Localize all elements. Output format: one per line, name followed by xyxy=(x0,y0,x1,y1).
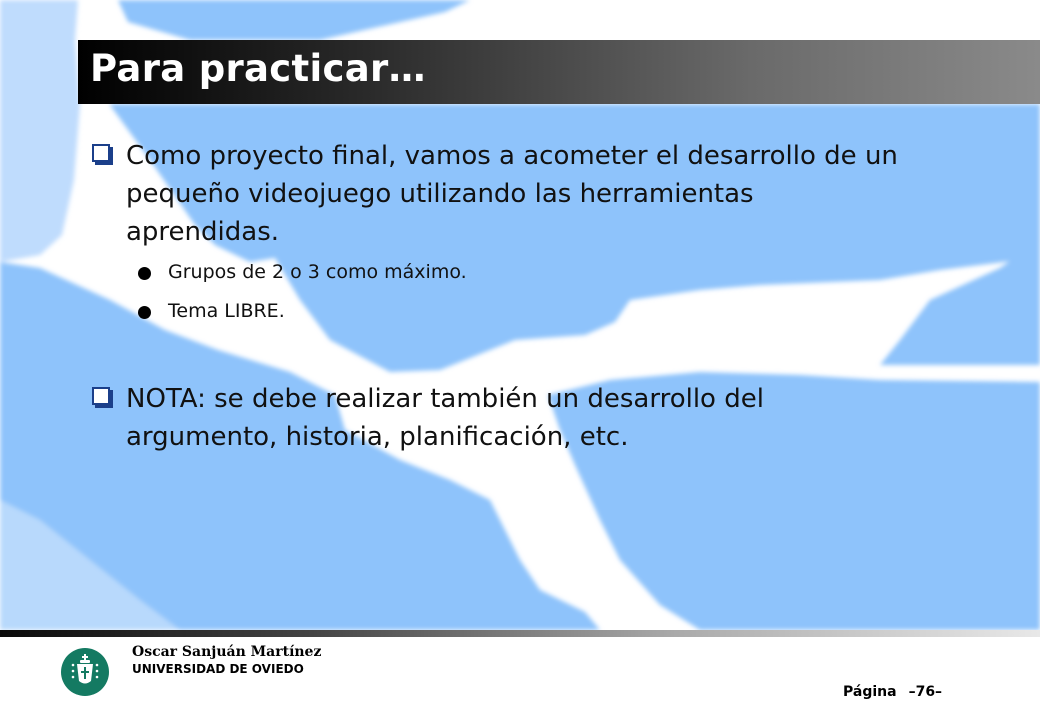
page-number: –76– xyxy=(908,684,943,700)
sub-item-text: Grupos de 2 o 3 como máximo. xyxy=(168,261,467,283)
bg-shape-topleft xyxy=(0,0,80,262)
slide-title: Para practicar… xyxy=(90,47,426,90)
bullet-text: NOTA: se debe realizar también un desarrollo del argumento, historia, planificación, etc. xyxy=(126,384,764,452)
bullet-text: Como proyecto final, vamos a acometer el desarrollo de un pequeño videojuego utilizando las herramientas aprendidas. xyxy=(126,141,898,247)
sub-item-2 xyxy=(138,300,285,322)
page-indicator xyxy=(843,684,942,700)
footer-divider xyxy=(0,630,1040,637)
checkbox-bullet-icon xyxy=(92,387,110,405)
author-name: Oscar Sanjuán Martínez xyxy=(132,644,322,660)
sub-item-1 xyxy=(138,261,467,283)
sub-item-text: Tema LIBRE. xyxy=(168,300,285,322)
dot-bullet-icon xyxy=(138,306,151,319)
checkbox-bullet-icon xyxy=(92,144,110,162)
page-label: Página xyxy=(843,684,897,700)
bullet-item-2 xyxy=(92,380,912,456)
title-bar xyxy=(78,40,1040,104)
university-name: UNIVERSIDAD DE OVIEDO xyxy=(132,662,304,676)
bullet-item-1 xyxy=(92,137,912,251)
university-logo-icon xyxy=(60,647,110,697)
bg-shape-topwedge xyxy=(118,0,470,40)
dot-bullet-icon xyxy=(138,267,151,280)
